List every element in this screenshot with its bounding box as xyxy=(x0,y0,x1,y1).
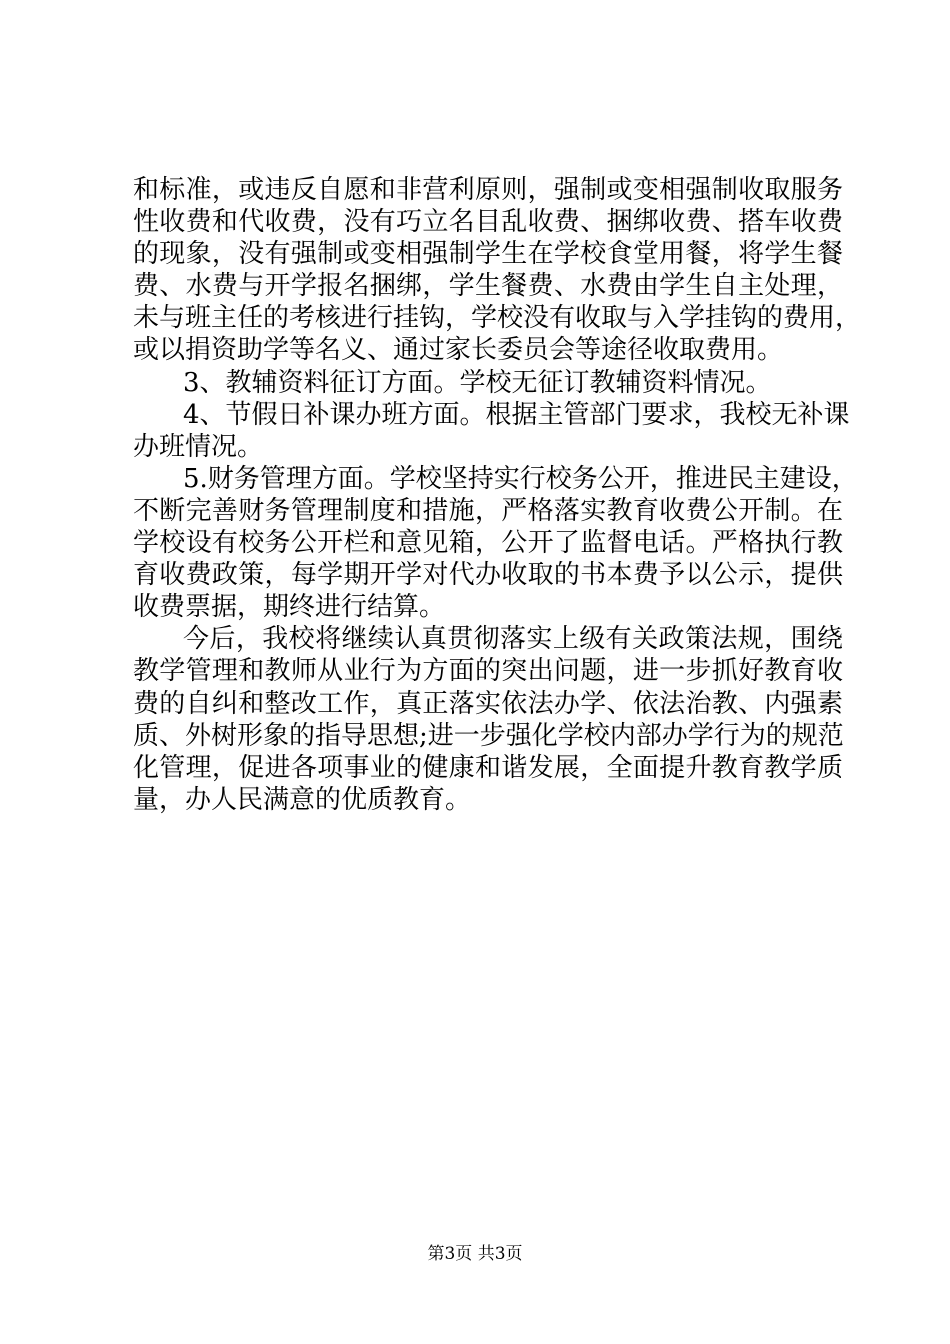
paragraph-future-plans xyxy=(133,623,843,816)
text-line: 收费票据，期终进行结算。 xyxy=(133,592,446,623)
paragraph-financial-management xyxy=(133,463,858,623)
text-line: 量，办人民满意的优质教育。 xyxy=(133,784,472,815)
text-line: 未与班主任的考核进行挂钩，学校没有收取与入学挂钩的费用， xyxy=(133,303,862,334)
paragraph-holiday-classes xyxy=(133,399,850,463)
text-line: 育收费政策，每学期开学对代办收取的书本费予以公示，提供 xyxy=(133,560,843,591)
text-line: 或以捐资助学等名义、通过家长委员会等途径收取费用。 xyxy=(133,335,784,366)
text-line: 5.财务管理方面。学校坚持实行校务公开，推进民主建设， xyxy=(183,463,858,494)
text-line: 性收费和代收费，没有巧立名目乱收费、捆绑收费、搭车收费 xyxy=(133,207,843,238)
text-line: 化管理，促进各项事业的健康和谐发展，全面提升教育教学质 xyxy=(133,752,843,783)
text-line: 和标准，或违反自愿和非营利原则，强制或变相强制收取服务 xyxy=(133,175,843,205)
text-line: 质、外树形象的指导思想;进一步强化学校内部办学行为的规范 xyxy=(133,720,844,751)
text-line: 学校设有校务公开栏和意见箱，公开了监督电话。严格执行教 xyxy=(133,528,843,559)
text-line: 教学管理和教师从业行为方面的突出问题，进一步抓好教育收 xyxy=(133,656,843,687)
text-line: 今后，我校将继续认真贯彻落实上级有关政策法规，围绕 xyxy=(183,624,843,655)
text-line: 的现象，没有强制或变相强制学生在学校食堂用餐，将学生餐 xyxy=(133,239,843,270)
text-line: 费的自纠和整改工作，真正落实依法办学、依法治教、内强素 xyxy=(133,688,843,719)
text-line: 办班情况。 xyxy=(133,431,264,462)
page-number-footer: 第3页 共3页 xyxy=(427,1244,523,1264)
paragraph-fee-compliance xyxy=(133,174,862,367)
text-line: 费、水费与开学报名捆绑，学生餐费、水费由学生自主处理， xyxy=(133,271,843,302)
document-body xyxy=(133,174,862,816)
text-line: 3、教辅资料征订方面。学校无征订教辅资料情况。 xyxy=(183,367,772,398)
text-line: 不断完善财务管理制度和措施，严格落实教育收费公开制。在 xyxy=(133,495,843,526)
text-line: 4、节假日补课办班方面。根据主管部门要求，我校无补课 xyxy=(183,399,850,430)
paragraph-teaching-materials xyxy=(133,367,843,399)
